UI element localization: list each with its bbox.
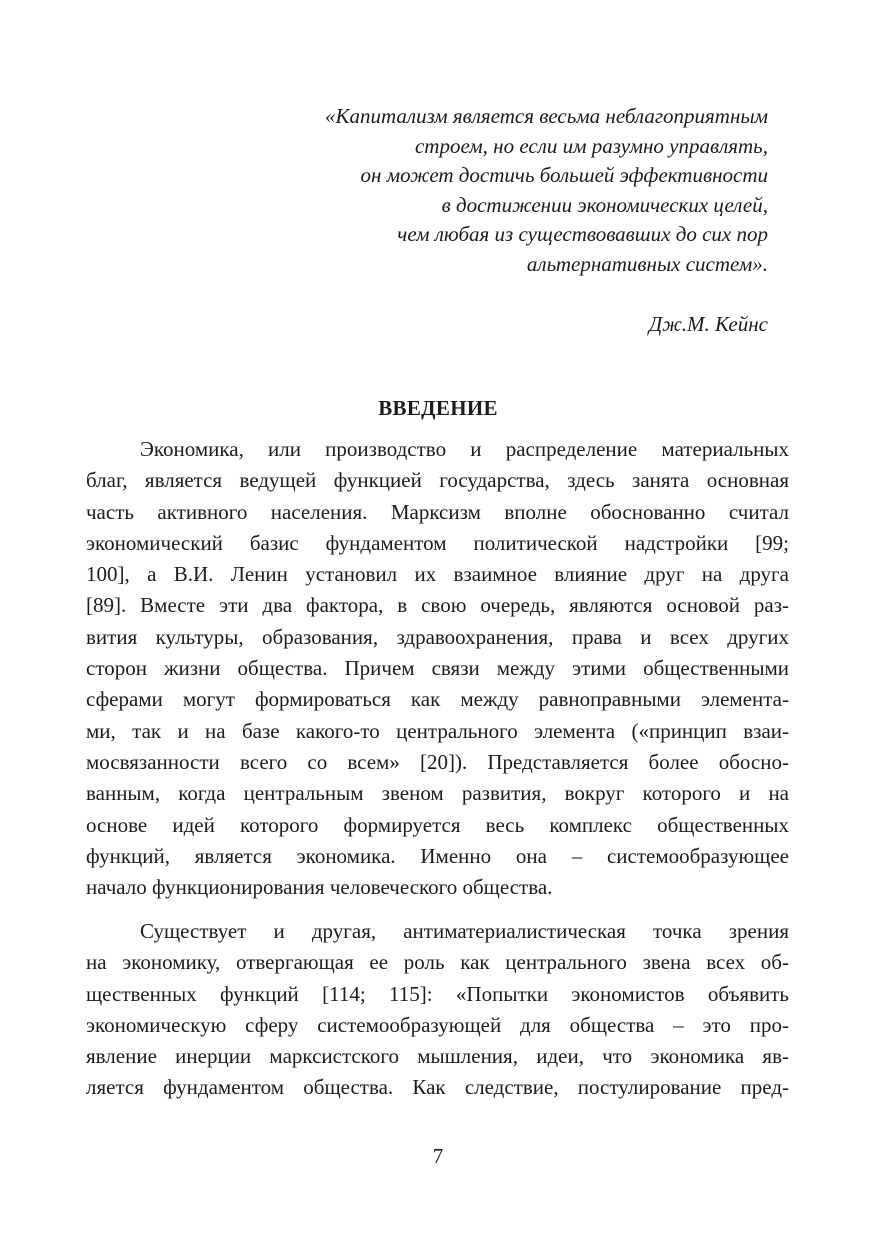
epigraph-line: в достижении экономических целей, (441, 192, 768, 217)
text-line: сферами могут формироваться как между равноправными элемента- (86, 687, 789, 712)
text-line: функций, является экономика. Именно она – системообразующее (86, 843, 789, 868)
epigraph-line: строем, но если им разумно управлять, (414, 133, 768, 158)
text-line: щественных функций [114; 115]: «Попытки экономистов объявить (86, 981, 789, 1006)
text-line: явление инерции марксистского мышления, идеи, что экономика яв- (86, 1044, 789, 1069)
text-line: ванным, когда центральным звеном развития, вокруг которого и на (86, 781, 789, 806)
text-line: ляется фундаментом общества. Как следствие, постулирование пред- (86, 1075, 789, 1100)
text-line: экономический базис фундаментом политической надстройки [99; (86, 530, 789, 555)
text-line: экономическую сферу системообразующей для общества – это про- (86, 1012, 789, 1037)
text-line: [89]. Вместе эти два фактора, в свою очередь, являются основой раз- (86, 593, 789, 618)
text-line: на экономику, отвергающая ее роль как центрального звена всех об- (86, 950, 789, 975)
epigraph-line: «Капитализм является весьма неблагоприятным (325, 104, 768, 128)
section-heading: ВВЕДЕНИЕ (378, 396, 498, 420)
text-line: ми, так и на базе какого-то центрального элемента («принцип взаи- (86, 718, 789, 743)
paragraph-1 (86, 434, 789, 903)
epigraph-line: чем любая из существовавших до сих пор (397, 222, 768, 247)
text-line: вития культуры, образования, здравоохранения, права и всех других (86, 624, 789, 649)
text-line: 100], а В.И. Ленин установил их взаимное влияние друг на друга (86, 562, 789, 587)
paragraph-2 (86, 916, 789, 1104)
epigraph-line: он может достичь большей эффективности (360, 163, 768, 188)
page-number: 7 (432, 1144, 444, 1168)
text-line: Существует и другая, антиматериалистическая точка зрения (140, 919, 789, 943)
epigraph (248, 102, 768, 280)
text-line: благ, является ведущей функцией государства, здесь занята основная (86, 468, 789, 493)
epigraph-line: альтернативных систем». (526, 251, 768, 276)
text-line: Экономика, или производство и распределение материальных (140, 437, 789, 461)
text-line: основе идей которого формируется весь комплекс общественных (86, 812, 789, 837)
text-line: начало функционирования человеческого общества. (86, 875, 553, 900)
text-line: сторон жизни общества. Причем связи между этими общественными (86, 656, 789, 681)
text-line: мосвязанности всего со всем» [20]). Представляется более обосно- (86, 749, 789, 774)
text-line: часть активного населения. Марксизм вполне обоснованно считал (86, 499, 789, 524)
epigraph-author: Дж.М. Кейнс (648, 312, 768, 336)
